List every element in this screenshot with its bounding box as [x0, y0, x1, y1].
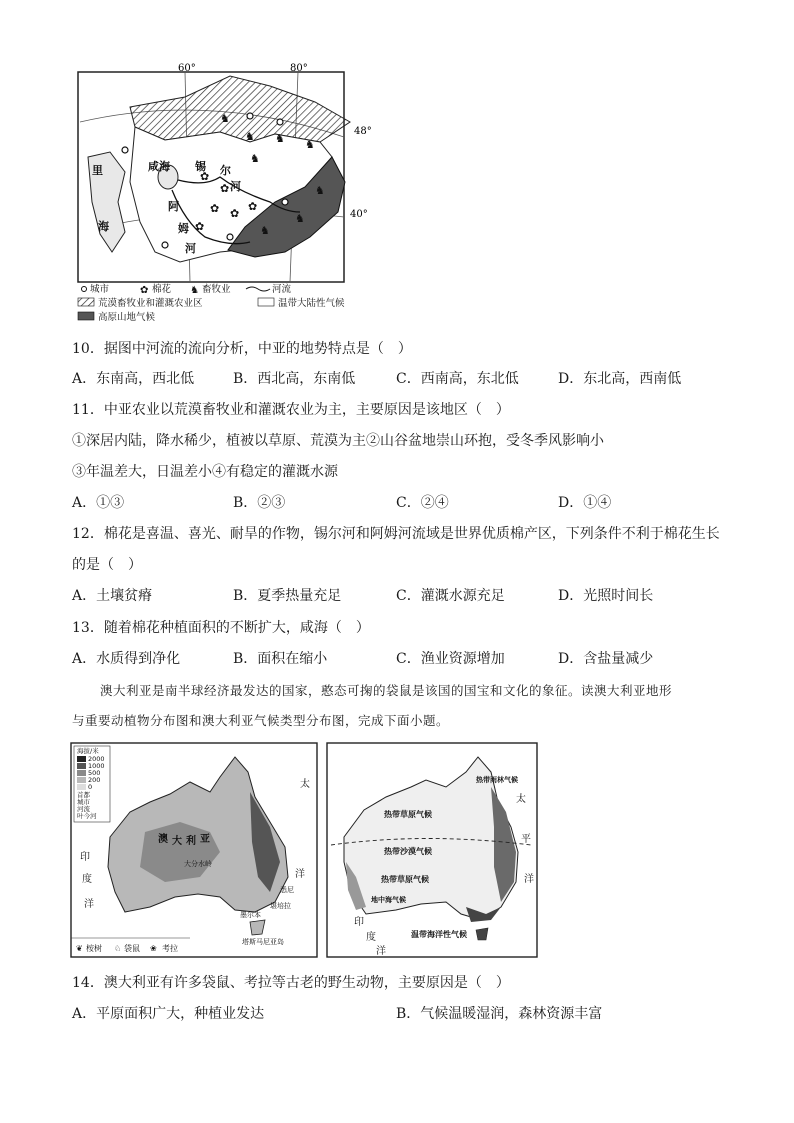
q14-option-b[interactable]: B．气候温暖湿润，森林资源丰富: [396, 1006, 603, 1022]
label-amu-2: 姆: [178, 222, 189, 235]
label-pacific-1: 太: [516, 794, 526, 805]
legend-elevation-title: 海拔/米: [77, 747, 99, 755]
svg-text:♞: ♞: [250, 152, 260, 165]
svg-text:❦: ❦: [76, 944, 83, 953]
label-pacific-2: 平: [521, 834, 531, 845]
central-asia-map: [70, 62, 382, 328]
q10-option-b[interactable]: B．西北高，东南低: [233, 371, 356, 387]
legend-cotton: 棉花: [152, 284, 172, 295]
label-country-1: 澳: [158, 834, 168, 845]
label-dividing-range: 大分水岭: [184, 860, 212, 868]
label-pacific-ocean: 洋: [295, 869, 305, 880]
lon-label-60: 60°: [178, 63, 196, 74]
q12-option-c[interactable]: C．灌溉水源充足: [396, 588, 505, 604]
legend-desert-agri: 荒漠畜牧业和灌溉农业区: [98, 298, 203, 309]
legend-seasonal-river: 叶今河: [77, 812, 97, 820]
q11-statements-2: ③年温差大，日温差小④有稳定的灌溉水源: [72, 464, 338, 480]
q10-option-a[interactable]: A．东南高，西北低: [72, 371, 195, 387]
label-aral-sea: 咸海: [148, 160, 170, 173]
q12-stem-line1: 12．棉花是喜温、喜光、耐旱的作物，锡尔河和阿姆河流域是世界优质棉产区，下列条件不利于棉花生长: [72, 526, 720, 542]
zone-tropical-desert: 热带沙漠气候: [384, 847, 432, 856]
label-indian-2: 度: [366, 932, 376, 943]
q13-option-c[interactable]: C．渔业资源增加: [396, 651, 505, 667]
central-asia-map-svg: [70, 62, 382, 328]
q11-option-c[interactable]: C．②④: [396, 495, 449, 511]
australia-intro-line1: 澳大利亚是南半球经济最发达的国家，憨态可掬的袋鼠是该国的国宝和文化的象征。读澳大利亚地形: [100, 683, 673, 698]
lat-label-40: 40°: [350, 209, 368, 220]
q11-option-b[interactable]: B．②③: [233, 495, 286, 511]
svg-text:♘: ♘: [114, 944, 122, 953]
map1-legend: [78, 283, 345, 323]
q11-option-a[interactable]: A．①③: [72, 495, 125, 511]
legend-elev-200: 200: [88, 776, 101, 784]
q11-statements-1: ①深居内陆，降水稀少，植被以草原、荒漠为主②山谷盆地崇山环抱，受冬季风影响小: [72, 433, 604, 449]
svg-text:✿: ✿: [230, 207, 240, 220]
label-indian-1: 印: [354, 917, 364, 928]
australia-terrain-map: [70, 742, 318, 958]
svg-text:✿: ✿: [200, 170, 210, 183]
svg-text:♞: ♞: [260, 224, 270, 237]
legend-capital: 首都: [77, 791, 90, 799]
label-caspian-1: 里: [92, 164, 103, 177]
label-country-3: 利: [186, 836, 196, 847]
svg-text:✿: ✿: [140, 285, 149, 296]
label-indian-1: 印: [80, 852, 90, 863]
svg-text:♞: ♞: [220, 112, 230, 125]
label-pacific: 太: [300, 779, 310, 790]
q10-option-d[interactable]: D．东北高，西南低: [558, 371, 682, 387]
label-caspian-2: 海: [98, 220, 109, 233]
legend-city: 城市: [77, 798, 90, 806]
zone-tropical-savanna-north: 热带草原气候: [384, 810, 432, 819]
label-country-2: 大: [172, 836, 182, 847]
legend-livestock: 畜牧业: [202, 284, 231, 295]
q14-option-a[interactable]: A．平原面积广大，种植业发达: [72, 1006, 265, 1022]
australia-climate-svg: [326, 742, 538, 958]
legend-temperate: 温带大陆性气候: [278, 298, 345, 309]
q12-stem-line2: 的是（ ）: [72, 557, 142, 573]
svg-text:✿: ✿: [248, 200, 258, 213]
label-pacific-3: 洋: [524, 874, 534, 885]
label-indian-2: 度: [82, 874, 92, 885]
label-country-4: 亚: [200, 834, 210, 845]
legend-city: 城市: [90, 284, 110, 295]
label-amu-1: 阿: [168, 200, 179, 213]
zone-tropical-rainforest: 热带雨林气候: [476, 776, 518, 784]
svg-text:♞: ♞: [190, 285, 199, 296]
q12-option-a[interactable]: A．土壤贫瘠: [72, 588, 153, 604]
zone-tropical-savanna-south: 热带草原气候: [381, 875, 429, 884]
svg-text:♞: ♞: [315, 184, 325, 197]
label-tasmania: 塔斯马尼亚岛: [242, 938, 284, 946]
australia-climate-map: [326, 742, 538, 958]
q13-option-b[interactable]: B．面积在缩小: [233, 651, 328, 667]
svg-text:✿: ✿: [210, 202, 220, 215]
q13-option-a[interactable]: A．水质得到净化: [72, 651, 181, 667]
legend-elev-1000: 1000: [88, 762, 105, 770]
legend-koala: 考拉: [162, 944, 178, 953]
q12-option-d[interactable]: D．光照时间长: [558, 588, 654, 604]
q12-option-b[interactable]: B．夏季热量充足: [233, 588, 342, 604]
terrain-legend: [74, 746, 110, 822]
svg-text:✿: ✿: [220, 182, 230, 195]
legend-elev-2000: 2000: [88, 755, 105, 763]
label-syr-3: 河: [230, 180, 241, 193]
australia-intro-line2: 与重要动植物分布图和澳大利亚气候类型分布图，完成下面小题。: [72, 713, 450, 728]
label-amu-3: 河: [185, 242, 196, 255]
svg-text:♞: ♞: [295, 212, 305, 225]
q14-stem: 14．澳大利亚有许多袋鼠、考拉等古老的野生动物，主要原因是（ ）: [72, 975, 510, 991]
legend-eucalyptus: 桉树: [86, 944, 102, 953]
svg-text:❀: ❀: [150, 944, 157, 953]
q10-option-c[interactable]: C．西南高，东北低: [396, 371, 519, 387]
legend-elev-500: 500: [88, 769, 101, 777]
label-syr-2: 尔: [220, 164, 231, 177]
q13-option-d[interactable]: D．含盐量减少: [558, 651, 654, 667]
legend-elev-0: 0: [88, 783, 93, 791]
tasmania-climate: [476, 928, 488, 940]
label-sydney: 悉尼: [280, 886, 294, 894]
svg-text:♞: ♞: [245, 130, 255, 143]
svg-text:✿: ✿: [195, 220, 205, 233]
q11-stem: 11．中亚农业以荒漠畜牧业和灌溉农业为主，主要原因是该地区（ ）: [72, 402, 510, 418]
legend-river: 河流: [272, 284, 292, 295]
q13-stem: 13．随着棉花种植面积的不断扩大，咸海（ ）: [72, 620, 370, 636]
label-syr-1: 锡: [195, 160, 206, 173]
label-canberra: 堪培拉: [270, 902, 291, 910]
australia-terrain-svg: [70, 742, 318, 958]
zone-mediterranean: 地中海气候: [371, 896, 406, 904]
svg-text:♞: ♞: [275, 132, 285, 145]
lon-label-80: 80°: [290, 63, 308, 74]
legend-river: 河流: [77, 805, 90, 813]
svg-text:♞: ♞: [305, 138, 315, 151]
label-indian-3: 洋: [376, 946, 386, 957]
label-indian-3: 洋: [84, 899, 94, 910]
zone-temperate-oceanic: 温带海洋性气候: [411, 930, 467, 939]
q11-option-d[interactable]: D．①④: [558, 495, 612, 511]
lat-label-48: 48°: [354, 126, 372, 137]
label-melbourne: 墨尔本: [240, 911, 261, 919]
q10-stem: 10．据图中河流的流向分析，中亚的地势特点是（ ）: [72, 341, 412, 357]
legend-kangaroo: 袋鼠: [124, 944, 140, 953]
legend-plateau: 高原山地气候: [98, 312, 156, 323]
